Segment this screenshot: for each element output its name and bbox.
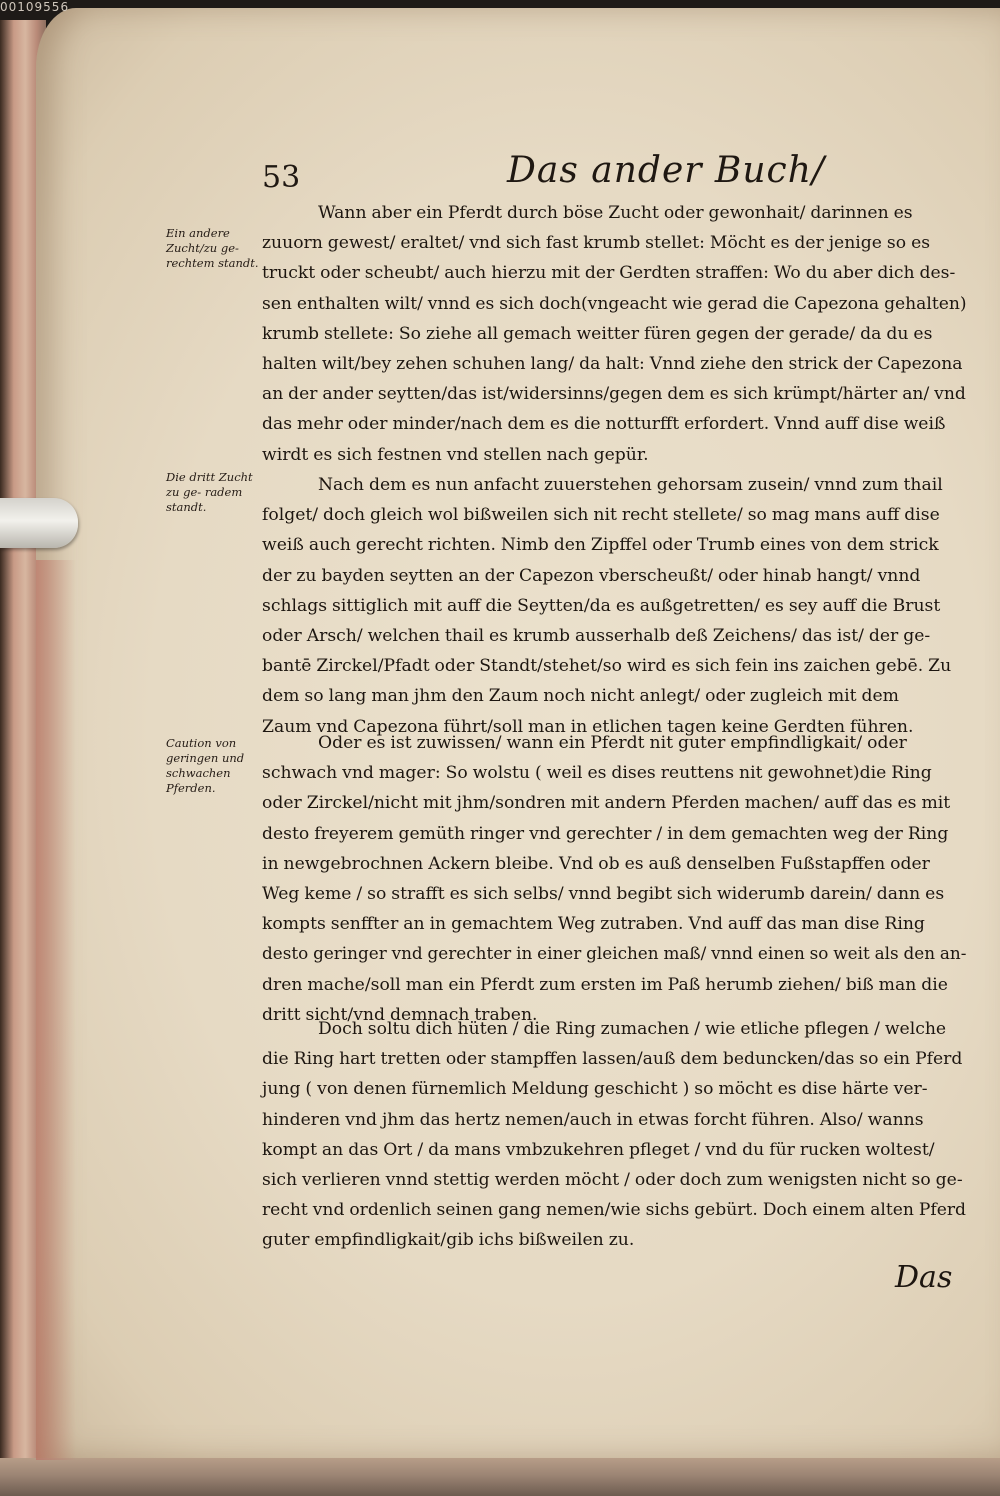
text-line: weiß auch gerecht richten. Nimb den Zipffel oder Trumb eines von dem strick [262,535,939,556]
text-line: Oder es ist zuwissen/ wann ein Pferdt nit guter empfindligkait/ oder [318,733,907,753]
page-clip [0,498,78,548]
text-line: kompts senffter an in gemachtem Weg zutraben. Vnd auff das man dise Ring [262,914,925,935]
text-line: wirdt es sich festnen vnd stellen nach gepür. [262,444,649,465]
text-line: Zaum vnd Capezona führt/soll man in etlichen tagen keine Gerdten führen. [262,716,914,737]
paragraph-1 [262,198,966,470]
text-line: halten wilt/bey zehen schuhen lang/ da halt: Vnnd ziehe den strick der Capezona [262,354,963,375]
text-line: schlags sittiglich mit auff die Seytten/da es außgetretten/ es sey auff die Brust [262,595,941,616]
text-line: oder Arsch/ welchen thail es krumb ausserhalb deß Zeichens/ das ist/ der ge- [262,626,931,647]
marginal-note-1: Ein andere Zucht/zu ge- rechtem standt. [166,226,259,270]
text-line: an der ander seytten/das ist/widersinns/gegen dem es sich krümpt/härter an/ vnd [262,384,966,405]
text-line: Wann aber ein Pferdt durch böse Zucht oder gewonhait/ darinnen es [318,203,913,223]
text-line: guter empfindligkait/gib ichs bißweilen zu. [262,1230,635,1251]
text-line: hinderen vnd jhm das hertz nemen/auch in etwas forcht führen. Also/ wanns [262,1109,924,1130]
text-line: sich verlieren vnnd stettig werden möcht / oder doch zum wenigsten nicht so ge- [262,1170,963,1191]
book-page-block-bottom [0,1458,1000,1496]
running-title: Das ander Buch/ [507,150,826,191]
text-line: dritt sicht/vnd demnach traben. [262,1004,538,1025]
text-line: Doch soltu dich hüten / die Ring zumachen / wie etliche pflegen / welche [318,1019,947,1039]
text-line: truckt oder scheubt/ auch hierzu mit der Gerdten straffen: Wo du aber dich des- [262,263,956,284]
catchword: Das [895,1260,953,1295]
text-line: recht vnd ordenlich seinen gang nemen/wie sichs gebürt. Doch einem alten Pferd [262,1200,967,1221]
text-line: Nach dem es nun anfacht zuuerstehen gehorsam zusein/ vnnd zum thail [318,475,943,495]
text-line: dren mache/soll man ein Pferdt zum ersten im Paß herumb ziehen/ biß man die [262,974,948,995]
text-line: die Ring hart tretten oder stampffen lassen/auß dem beduncken/das so ein Pferd [262,1049,963,1070]
text-line: schwach vnd mager: So wolstu ( weil es dises reuttens nit gewohnet)die Ring [262,763,932,784]
text-line: das mehr oder minder/nach dem es die notturfft erfordert. Vnnd auff dise weiß [262,414,946,435]
marginal-note-2: Die dritt Zucht zu ge- radem standt. [166,470,253,514]
paragraph-4 [262,1014,966,1256]
page-header [262,150,962,200]
text-line: sen enthalten wilt/ vnnd es sich doch(vngeacht wie gerad die Capezona gehalten) [262,293,967,314]
text-line: kompt an das Ort / da mans vmbzukehren pfleget / vnd du für rucken woltest/ [262,1139,935,1160]
text-line: Weg keme / so strafft es sich selbs/ vnnd begibt sich widerumb darein/ dann es [262,884,945,905]
marginal-note-3: Caution von geringen und schwachen Pferden. [166,736,245,795]
text-line: der zu bayden seytten an der Capezon vberscheußt/ oder hinab hangt/ vnnd [262,565,921,586]
page-number: 53 [262,160,301,195]
text-line: desto geringer vnd gerechter in einer gleichen maß/ vnnd einen so weit als den an- [262,944,967,965]
text-line: dem so lang man jhm den Zaum noch nicht anlegt/ oder zugleich mit dem [262,686,899,707]
text-line: oder Zirckel/nicht mit jhm/sondren mit andern Pferden machen/ auff das es mit [262,793,951,814]
paragraph-2 [262,470,966,742]
text-line: folget/ doch gleich wol bißweilen sich nit recht stellete/ so mag mans auff dise [262,505,940,526]
text-line: bantē Zirckel/Pfadt oder Standt/stehet/so wird es sich fein ins zaichen gebē. Zu [262,656,952,677]
text-line: in newgebrochnen Ackern bleibe. Vnd ob es auß denselben Fußstapffen oder [262,853,930,874]
text-line: jung ( von denen fürnemlich Meldung geschicht ) so möcht es dise härte ver- [262,1079,928,1100]
text-line: zuuorn gewest/ eraltet/ vnd sich fast krumb stellet: Möcht es der jenige so es [262,233,931,254]
text-line: desto freyerem gemüth ringer vnd gerechter / in dem gemachten weg der Ring [262,823,949,844]
paragraph-3 [262,728,966,1030]
text-line: krumb stellete: So ziehe all gemach weitter füren gegen der gerade/ da du es [262,323,933,344]
red-edge-stain [36,560,76,1460]
catalog-number: 00109556 [0,0,70,14]
